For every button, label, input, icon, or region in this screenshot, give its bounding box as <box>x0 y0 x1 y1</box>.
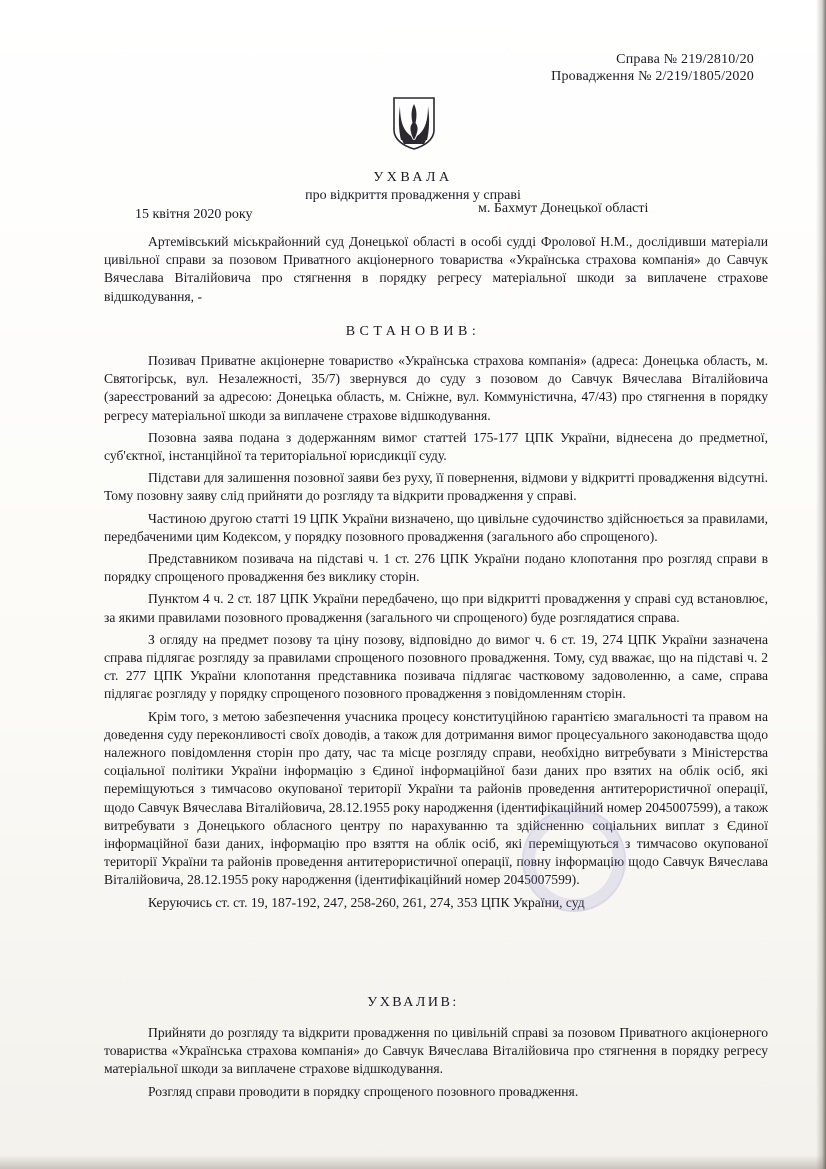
paragraph-grounds: Підстави для залишення позовної заяви без руху, її повернення, відмови у відкритті провадження відсутні. Тому позовну заяву слід прийняти до розгляду та відкрити провадження у справі. <box>104 470 768 504</box>
document-date: 15 квітня 2020 року <box>135 207 253 222</box>
tryzub-coat-of-arms-icon <box>391 96 437 150</box>
document-subtitle: про відкриття провадження у справі <box>305 188 521 203</box>
document-place: м. Бахмут Донецької області <box>478 201 649 216</box>
proceeding-number: Провадження № 2/219/1805/2020 <box>551 69 754 84</box>
court-stamp <box>522 808 626 912</box>
ruled-heading: УХВАЛИВ: <box>367 995 459 1010</box>
paragraph-simplified: З огляду на предмет позову та ціну позову, відповідно до вимог ч. 6 ст. 19, 274 ЦПК України зазначена справа підлягає розгляду за правилами спрощеного позовного провадження. Тому, суд вважає, що на підставі ч. 2 ст. 277 ЦПК України клопотання представника позивача підлягає частковому задоволенню, а саме, справа підлягає розгляду у порядку спрощеного позовного провадження з повідомленням сторін. <box>104 631 768 702</box>
resolution-accept: Прийняти до розгляду та відкрити провадження по цивільній справі за позовом Приватного акціонерного товариства «Українська страхова компанія» до Савчук Вячеслава Віталійовича про стягнення в порядку регресу матеріальної шкоди за виплачене страхове відшкодування. <box>104 1025 768 1077</box>
paragraph-jurisdiction: Позовна заява подана з додержанням вимог статтей 175-177 ЦПК України, віднесена до предметної, суб'єктної, інстанційної та територіальної юрисдикції суду. <box>104 429 768 464</box>
paragraph-information-request: Крім того, з метою забезпечення учасника процесу конституційною гарантією змагальності та правом на доведення суду переконливості своїх доводів, а також для дотримання вимог процесуального законодавства щодо належного повідомлення сторін про дату, час та місце розгляду справи, необхідно витребувати з Міністерства соціальної політики України інформацію з Єдиної інформаційної бази даних про взятих на облік осіб, які переміщуються з тимчасово окупованої території України та районів проведення антитерористичної операції, щодо Савчук Вячеслава Віталійовича, 28.12.1955 року народження (ідентифікаційний номер 2045007599), а також витребувати з Донецького обласного центру по нарахуванню та здійсненню соціальних виплат з Єдиної інформаційної бази даних, інформацію про взяття на облік осіб, які переміщуються з тимчасово окупованої території України та районів проведення антитерористичної операції, повну інформацію щодо Савчук Вячеслава Віталійовича, 28.12.1955 року народження (ідентифікаційний номер 2045007599). <box>104 708 768 888</box>
established-section <box>104 352 768 912</box>
case-number: Справа № 219/2810/20 <box>616 52 754 67</box>
paragraph-motion: Представником позивача на підставі ч. 1 ст. 276 ЦПК України подано клопотання про розгляд справи в порядку спрощеного провадження без виклику сторін. <box>104 551 768 585</box>
page-bottom-shadow <box>0 1155 826 1169</box>
paragraph-guided-by: Керуючись ст. ст. 19, 187-192, 247, 258-260, 261, 274, 353 ЦПК України, суд <box>148 894 585 910</box>
intro-section <box>104 233 768 306</box>
ruled-section <box>104 1024 768 1101</box>
document-title: УХВАЛА <box>373 170 453 185</box>
paragraph-plaintiff: Позивач Приватне акціонерне товариство «Українська страхова компанія» (адреса: Донецька область, м. Святогірськ, вул. Незалежності, 35/7) звернувся до суду з позовом до Савчук Вячеслава Віталійовича (зареєстрований за адресою: Донецька область, м. Сніжне, вул. Коммуністична, 47/43) про стягнення в порядку регресу матеріальної шкоди за виплачене страхове відшкодування. <box>104 353 768 423</box>
resolution-procedure: Розгляд справи проводити в порядку спрощеного позовного провадження. <box>148 1083 579 1099</box>
established-heading: ВСТАНОВИВ: <box>345 324 481 339</box>
intro-paragraph: Артемівський міськрайонний суд Донецької області в особі судді Фролової Н.М., дослідивши матеріали цивільної справи за позовом Приватного акціонерного товариства «Українська страхова компанія» до Савчук Вячеслава Віталійовича про стягнення в порядку регресу матеріальної шкоди за виплачене страхове відшкодування, - <box>104 234 768 304</box>
paragraph-article-19: Частиною другою статті 19 ЦПК України визначено, що цивільне судочинство здійснюється за правилами, передбаченими цим Кодексом, у порядку позовного провадження (загального або спрощеного). <box>104 510 768 544</box>
page-edge-shadow <box>816 0 826 1169</box>
paragraph-article-187: Пунктом 4 ч. 2 ст. 187 ЦПК України передбачено, що при відкритті провадження у справі суд встановлює, за якими правилами позовного провадження (загального чи спрощеного) буде розглядатися справа. <box>104 591 768 625</box>
